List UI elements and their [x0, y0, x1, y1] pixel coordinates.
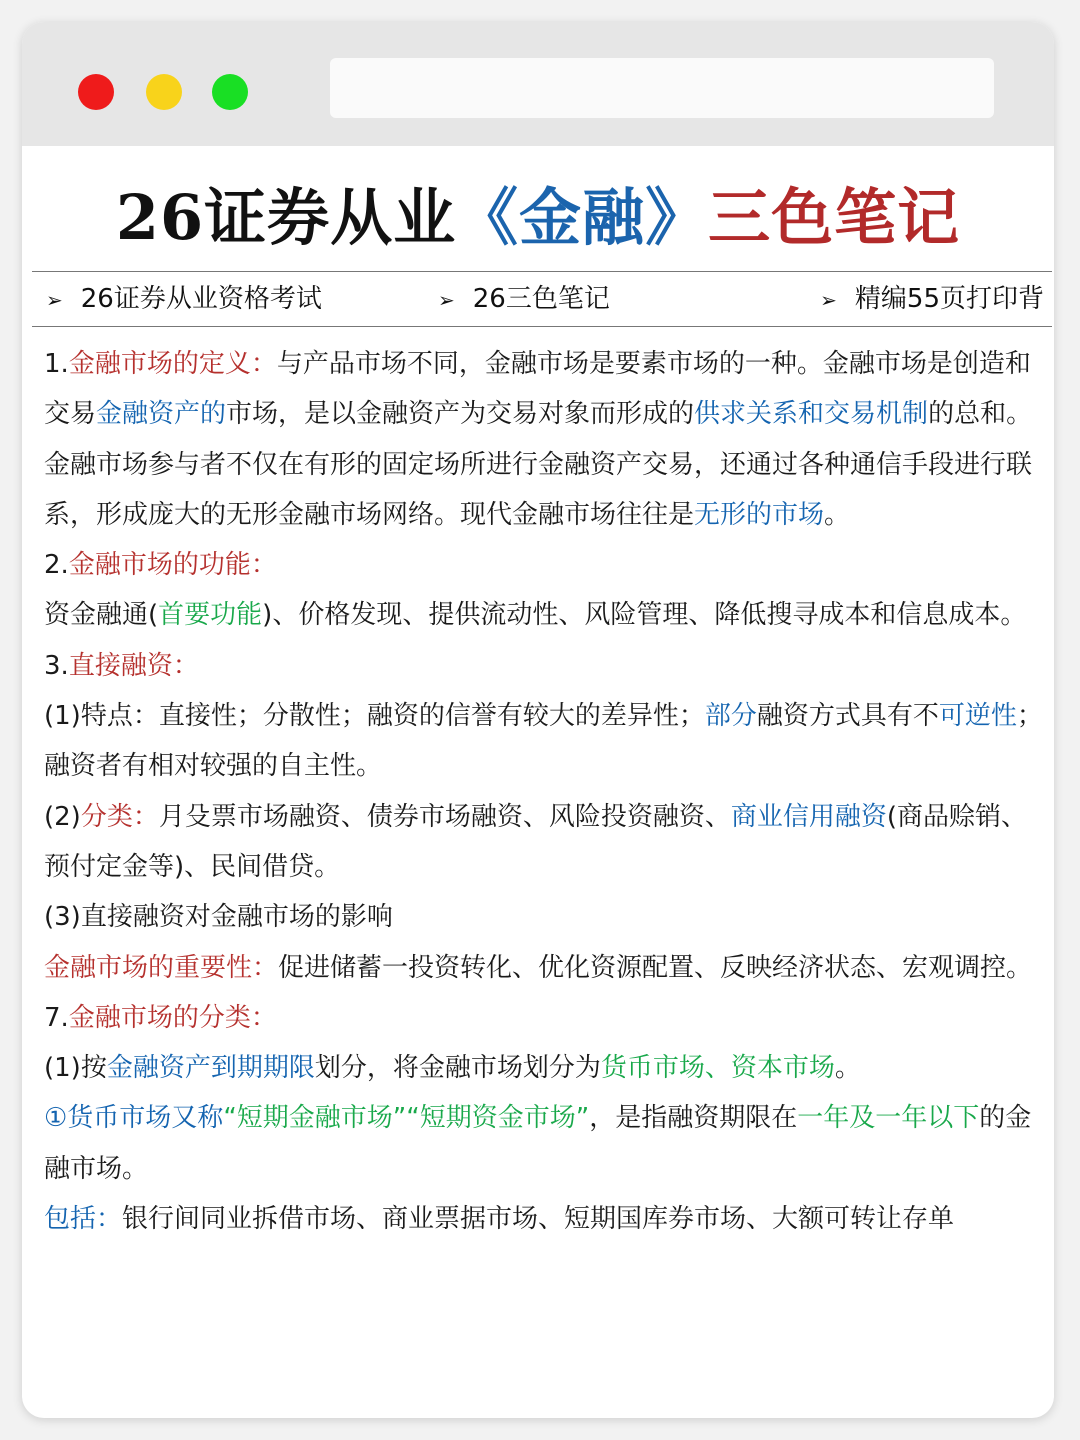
window-titlebar: [22, 22, 1054, 146]
arrow-right-icon: ➢: [820, 288, 837, 312]
market-importance: 金融市场的重要性：促进储蓄一投资转化、优化资源配置、反映经济状态、宏观调控。: [44, 952, 1033, 983]
maximize-window-dot[interactable]: [212, 74, 248, 110]
title-part-notes: 三色笔记: [708, 181, 961, 254]
title-part-main: 26证券从业: [115, 181, 457, 254]
section-heading: 金融市场的定义：: [68, 349, 277, 379]
section-functions-heading: 2.金融市场的功能：: [44, 550, 277, 581]
tag-row: [32, 271, 1052, 327]
arrow-right-icon: ➢: [438, 288, 455, 312]
title-part-subject: 《金融》: [456, 181, 709, 254]
section-heading: 金融市场的功能：: [68, 550, 277, 581]
arrow-right-icon: ➢: [46, 288, 63, 312]
money-market-includes: 包括：银行间同业拆借市场、商业票据市场、短期国库券市场、大额可转让存单: [44, 1204, 955, 1235]
tag-item: ➢ 精编55页打印背: [820, 272, 1044, 327]
direct-financing-impact: (3)直接融资对金融市场的影响: [44, 902, 393, 933]
section-heading: 直接融资：: [68, 650, 199, 681]
tag-item: ➢ 26证券从业资格考试: [46, 272, 322, 327]
section-classification-heading: 7.金融市场的分类：: [44, 1002, 277, 1033]
section-direct-financing-heading: 3.直接融资：: [44, 650, 199, 681]
section-definition: 1.金融市场的定义：与产品市场不同，金融市场是要素市场的一种。金融市场是创造和交易金融资产的市场，是以金融资产为交易对象而形成的供求关系和交易机制的总和。金融市场参与者不仅在有形的固定场所进行金融资产交易，还通过各种通信手段进行联系，形成庞大的无形金融市场网络。现代金融市场往往是无形的市场。: [44, 349, 1033, 530]
minimize-window-dot[interactable]: [146, 74, 182, 110]
notes-content: [44, 339, 1044, 1244]
section-heading: 金融市场的分类：: [68, 1002, 277, 1033]
page-title: [22, 168, 1054, 257]
browser-window: [22, 22, 1054, 1418]
classification-by-maturity: (1)按金融资产到期期限划分，将金融市场划分为货币市场、资本市场。: [44, 1053, 861, 1084]
tag-item: ➢ 26三色笔记: [438, 272, 610, 327]
section-functions-body: 资金融通(首要功能)、价格发现、提供流动性、风险管理、降低搜寻成本和信息成本。: [44, 600, 1027, 631]
money-market-definition: ①货币市场又称“短期金融市场”“短期资金市场”，是指融资期限在一年及一年以下的金融市场。: [44, 1103, 1032, 1184]
address-bar[interactable]: [330, 58, 994, 118]
direct-financing-features: (1)特点：直接性；分散性；融资的信誉有较大的差异性；部分融资方式具有不可逆性；融资者有相对较强的自主性。: [44, 701, 1043, 782]
direct-financing-types: (2)分类：月殳票市场融资、债券市场融资、风险投资融资、商业信用融资(商品赊销、预付定金等)、民间借贷。: [44, 801, 1028, 882]
close-window-dot[interactable]: [78, 74, 114, 110]
